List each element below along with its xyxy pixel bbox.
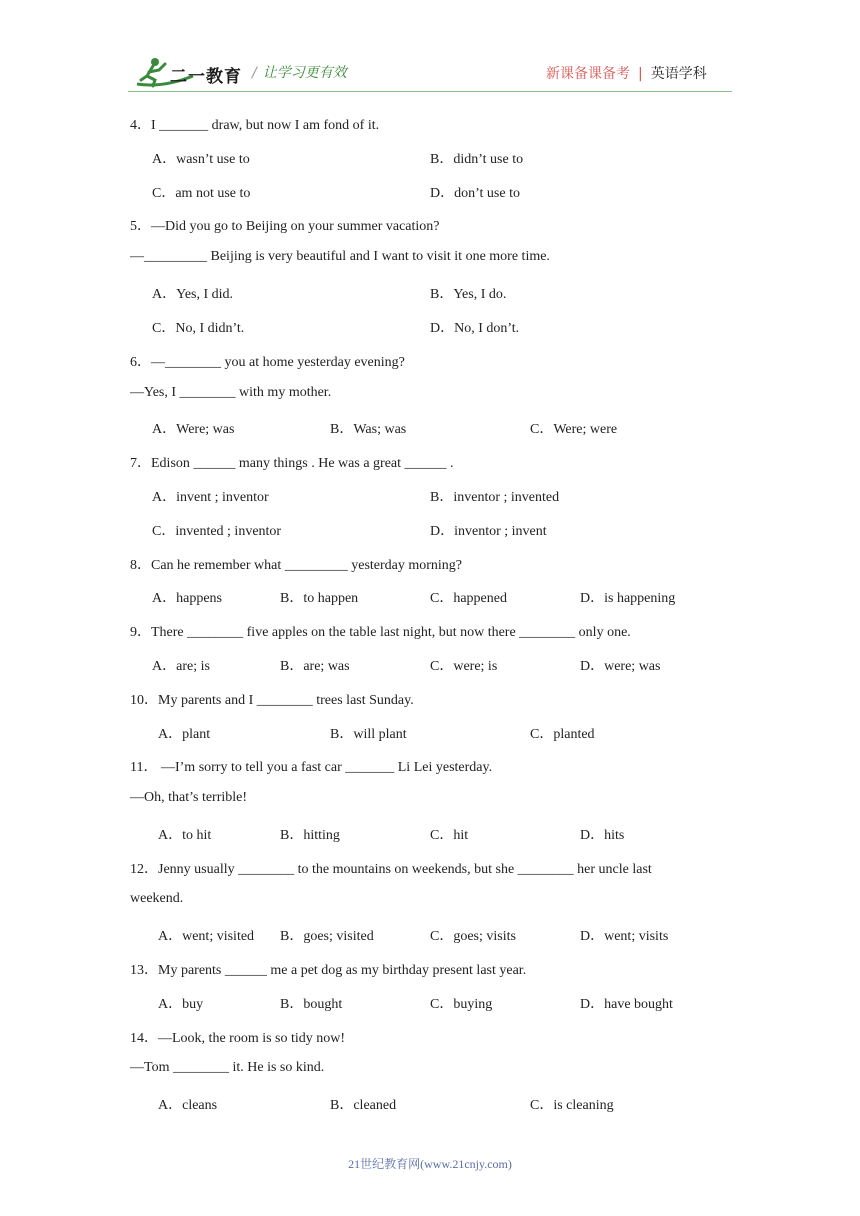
question-11-option-d[interactable]: D．hits bbox=[580, 828, 625, 843]
header-subject bbox=[546, 63, 707, 83]
question-14-stem: 14．—Look, the room is so tidy now! bbox=[130, 1031, 346, 1046]
question-11-option-c[interactable]: C．hit bbox=[430, 828, 469, 843]
question-14-option-c[interactable]: C．is cleaning bbox=[530, 1098, 614, 1113]
question-7-option-b[interactable]: B．inventor ; invented bbox=[430, 490, 560, 505]
question-4-option-c[interactable]: C．am not use to bbox=[152, 186, 251, 201]
slogan-text: 让学习更有效 bbox=[262, 65, 347, 81]
question-9-option-a[interactable]: A．are; is bbox=[152, 659, 210, 674]
question-8-option-b[interactable]: B．to happen bbox=[280, 591, 359, 606]
question-7-option-d[interactable]: D．inventor ; invent bbox=[430, 524, 547, 539]
header-separator: | bbox=[638, 66, 643, 82]
question-13-stem: 13．My parents ______ me a pet dog as my birthday present last year. bbox=[130, 963, 527, 978]
question-10-stem: 10．My parents and I ________ trees last Sunday. bbox=[130, 693, 414, 708]
question-13-option-b[interactable]: B．bought bbox=[280, 997, 343, 1012]
question-4-stem: 4．I _______ draw, but now I am fond of it. bbox=[130, 118, 380, 133]
question-5-option-b[interactable]: B．Yes, I do. bbox=[430, 287, 507, 302]
question-9-option-d[interactable]: D．were; was bbox=[580, 659, 661, 674]
question-12-stem-2: weekend. bbox=[130, 891, 184, 906]
question-10-option-c[interactable]: C．planted bbox=[530, 727, 595, 742]
header-subject-text: 英语学科 bbox=[650, 66, 707, 82]
question-12-stem: 12．Jenny usually ________ to the mountains on weekends, but she ________ her uncle last bbox=[130, 862, 652, 877]
header-divider bbox=[128, 91, 732, 92]
question-6-stem: 6．—________ you at home yesterday evening? bbox=[130, 355, 405, 370]
question-13-option-a[interactable]: A．buy bbox=[158, 997, 204, 1012]
question-8-stem: 8．Can he remember what _________ yesterday morning? bbox=[130, 558, 463, 573]
question-7-stem: 7．Edison ______ many things . He was a great ______ . bbox=[130, 456, 454, 471]
question-14-option-b[interactable]: B．cleaned bbox=[330, 1098, 397, 1113]
question-5-option-d[interactable]: D．No, I don’t. bbox=[430, 321, 520, 336]
slogan bbox=[252, 62, 347, 82]
question-10-option-a[interactable]: A．plant bbox=[158, 727, 211, 742]
question-4-option-d[interactable]: D．don’t use to bbox=[430, 186, 520, 201]
question-5-stem-2: —_________ Beijing is very beautiful and I want to visit it one more time. bbox=[130, 249, 550, 264]
question-5-option-c[interactable]: C．No, I didn’t. bbox=[152, 321, 245, 336]
question-13-option-d[interactable]: D．have bought bbox=[580, 997, 673, 1012]
question-14-stem-2: —Tom ________ it. He is so kind. bbox=[130, 1060, 325, 1075]
question-12-option-b[interactable]: B．goes; visited bbox=[280, 929, 374, 944]
page-footer[interactable]: 21世纪教育网(www.21cnjy.com) bbox=[348, 1157, 512, 1171]
question-8-option-c[interactable]: C．happened bbox=[430, 591, 507, 606]
logo-text: 二一教育 bbox=[170, 67, 242, 87]
question-6-stem-2: —Yes, I ________ with my mother. bbox=[130, 385, 332, 400]
question-7-option-a[interactable]: A．invent ; inventor bbox=[152, 490, 269, 505]
question-7-option-c[interactable]: C．invented ; inventor bbox=[152, 524, 282, 539]
question-12-option-a[interactable]: A．went; visited bbox=[158, 929, 255, 944]
question-11-option-b[interactable]: B．hitting bbox=[280, 828, 340, 843]
page-header bbox=[0, 0, 860, 100]
question-12-option-d[interactable]: D．went; visits bbox=[580, 929, 669, 944]
question-11-stem-2: —Oh, that’s terrible! bbox=[130, 790, 248, 805]
question-8-option-d[interactable]: D．is happening bbox=[580, 591, 676, 606]
question-11-option-a[interactable]: A．to hit bbox=[158, 828, 212, 843]
question-13-option-c[interactable]: C．buying bbox=[430, 997, 493, 1012]
question-9-option-c[interactable]: C．were; is bbox=[430, 659, 498, 674]
question-4-option-a[interactable]: A．wasn’t use to bbox=[152, 152, 250, 167]
question-8-option-a[interactable]: A．happens bbox=[152, 591, 222, 606]
question-6-option-c[interactable]: C．Were; were bbox=[530, 422, 618, 437]
header-course-text: 新课备课备考 bbox=[546, 66, 630, 82]
question-12-option-c[interactable]: C．goes; visits bbox=[430, 929, 516, 944]
question-6-option-a[interactable]: A．Were; was bbox=[152, 422, 235, 437]
question-5-option-a[interactable]: A．Yes, I did. bbox=[152, 287, 234, 302]
question-10-option-b[interactable]: B．will plant bbox=[330, 727, 407, 742]
question-9-stem: 9．There ________ five apples on the table last night, but now there ________ only one. bbox=[130, 625, 631, 640]
slogan-slash: / bbox=[252, 65, 257, 81]
question-4-option-b[interactable]: B．didn’t use to bbox=[430, 152, 524, 167]
question-11-stem: 11． —I’m sorry to tell you a fast car _______ Li Lei yesterday. bbox=[130, 760, 493, 775]
question-9-option-b[interactable]: B．are; was bbox=[280, 659, 350, 674]
question-14-option-a[interactable]: A．cleans bbox=[158, 1098, 218, 1113]
question-5-stem: 5．—Did you go to Beijing on your summer vacation? bbox=[130, 219, 440, 234]
question-6-option-b[interactable]: B．Was; was bbox=[330, 422, 407, 437]
